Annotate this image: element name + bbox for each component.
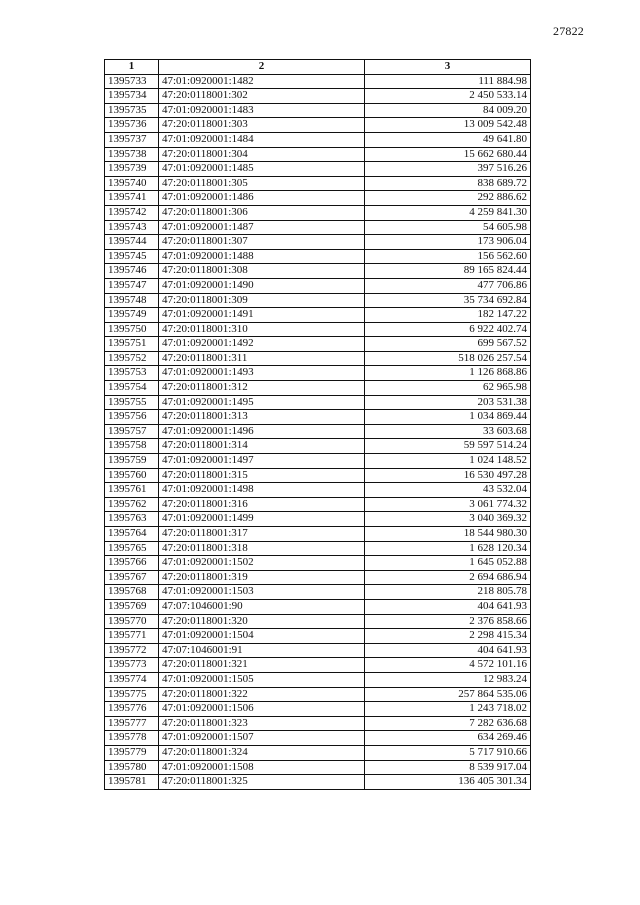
value-cell: 1 024 148.52	[365, 454, 531, 469]
record-id-cell: 1395775	[105, 687, 159, 702]
value-cell: 35 734 692.84	[365, 293, 531, 308]
record-id-cell: 1395752	[105, 351, 159, 366]
table-row	[105, 381, 531, 396]
cadastral-number-cell: 47:01:0920001:1487	[159, 220, 365, 235]
value-cell: 13 009 542.48	[365, 118, 531, 133]
record-id-cell: 1395738	[105, 147, 159, 162]
table-row	[105, 614, 531, 629]
table-row	[105, 278, 531, 293]
cadastral-number-cell: 47:20:0118001:308	[159, 264, 365, 279]
record-id-cell: 1395761	[105, 483, 159, 498]
table-row	[105, 702, 531, 717]
record-id-cell: 1395767	[105, 570, 159, 585]
record-id-cell: 1395745	[105, 249, 159, 264]
column-header-3: 3	[365, 60, 531, 75]
table-row	[105, 585, 531, 600]
record-id-cell: 1395734	[105, 89, 159, 104]
value-cell: 218 805.78	[365, 585, 531, 600]
cadastral-number-cell: 47:01:0920001:1503	[159, 585, 365, 600]
cadastral-number-cell: 47:20:0118001:309	[159, 293, 365, 308]
value-cell: 156 562.60	[365, 249, 531, 264]
table-row	[105, 760, 531, 775]
table-row	[105, 89, 531, 104]
table-row	[105, 775, 531, 790]
table-row	[105, 337, 531, 352]
cadastral-number-cell: 47:20:0118001:302	[159, 89, 365, 104]
table-row	[105, 191, 531, 206]
cadastral-number-cell: 47:20:0118001:312	[159, 381, 365, 396]
cadastral-number-cell: 47:01:0920001:1484	[159, 132, 365, 147]
record-id-cell: 1395748	[105, 293, 159, 308]
value-cell: 404 641.93	[365, 643, 531, 658]
record-id-cell: 1395762	[105, 497, 159, 512]
table-row	[105, 249, 531, 264]
value-cell: 62 965.98	[365, 381, 531, 396]
value-cell: 173 906.04	[365, 235, 531, 250]
cadastral-number-cell: 47:20:0118001:310	[159, 322, 365, 337]
record-id-cell: 1395747	[105, 278, 159, 293]
cadastral-number-cell: 47:01:0920001:1496	[159, 424, 365, 439]
record-id-cell: 1395744	[105, 235, 159, 250]
record-id-cell: 1395763	[105, 512, 159, 527]
value-cell: 2 376 858.66	[365, 614, 531, 629]
record-id-cell: 1395742	[105, 205, 159, 220]
table-row	[105, 483, 531, 498]
record-id-cell: 1395739	[105, 162, 159, 177]
table-row	[105, 468, 531, 483]
table-row	[105, 366, 531, 381]
table-row	[105, 176, 531, 191]
table-row	[105, 264, 531, 279]
record-id-cell: 1395757	[105, 424, 159, 439]
value-cell: 477 706.86	[365, 278, 531, 293]
record-id-cell: 1395759	[105, 454, 159, 469]
table-row	[105, 322, 531, 337]
table-row	[105, 643, 531, 658]
record-id-cell: 1395743	[105, 220, 159, 235]
cadastral-number-cell: 47:01:0920001:1492	[159, 337, 365, 352]
value-cell: 2 298 415.34	[365, 629, 531, 644]
table-row	[105, 395, 531, 410]
record-id-cell: 1395781	[105, 775, 159, 790]
record-id-cell: 1395737	[105, 132, 159, 147]
cadastral-number-cell: 47:01:0920001:1495	[159, 395, 365, 410]
table-row	[105, 103, 531, 118]
cadastral-number-cell: 47:20:0118001:306	[159, 205, 365, 220]
value-cell: 43 532.04	[365, 483, 531, 498]
value-cell: 257 864 535.06	[365, 687, 531, 702]
table-row	[105, 497, 531, 512]
table-row	[105, 629, 531, 644]
value-cell: 84 009.20	[365, 103, 531, 118]
value-cell: 4 259 841.30	[365, 205, 531, 220]
record-id-cell: 1395733	[105, 74, 159, 89]
value-cell: 136 405 301.34	[365, 775, 531, 790]
record-id-cell: 1395770	[105, 614, 159, 629]
cadastral-number-cell: 47:01:0920001:1507	[159, 731, 365, 746]
value-cell: 3 061 774.32	[365, 497, 531, 512]
value-cell: 111 884.98	[365, 74, 531, 89]
value-cell: 634 269.46	[365, 731, 531, 746]
value-cell: 1 126 868.86	[365, 366, 531, 381]
table-row	[105, 570, 531, 585]
table-row	[105, 293, 531, 308]
table-row	[105, 556, 531, 571]
record-id-cell: 1395735	[105, 103, 159, 118]
table-header-row	[105, 60, 531, 75]
column-header-1: 1	[105, 60, 159, 75]
table-row	[105, 731, 531, 746]
table-row	[105, 658, 531, 673]
record-id-cell: 1395772	[105, 643, 159, 658]
cadastral-number-cell: 47:20:0118001:325	[159, 775, 365, 790]
cadastral-number-cell: 47:20:0118001:319	[159, 570, 365, 585]
record-id-cell: 1395755	[105, 395, 159, 410]
table-row	[105, 308, 531, 323]
cadastral-number-cell: 47:01:0920001:1493	[159, 366, 365, 381]
table-row	[105, 410, 531, 425]
value-cell: 54 605.98	[365, 220, 531, 235]
record-id-cell: 1395771	[105, 629, 159, 644]
cadastral-number-cell: 47:01:0920001:1490	[159, 278, 365, 293]
table-row	[105, 439, 531, 454]
table-row	[105, 599, 531, 614]
cadastral-number-cell: 47:01:0920001:1486	[159, 191, 365, 206]
cadastral-number-cell: 47:01:0920001:1497	[159, 454, 365, 469]
record-id-cell: 1395750	[105, 322, 159, 337]
cadastral-number-cell: 47:01:0920001:1505	[159, 672, 365, 687]
cadastral-number-cell: 47:01:0920001:1488	[159, 249, 365, 264]
value-cell: 182 147.22	[365, 308, 531, 323]
record-id-cell: 1395741	[105, 191, 159, 206]
cadastral-number-cell: 47:01:0920001:1491	[159, 308, 365, 323]
cadastral-number-cell: 47:20:0118001:324	[159, 745, 365, 760]
value-cell: 49 641.80	[365, 132, 531, 147]
record-id-cell: 1395753	[105, 366, 159, 381]
value-cell: 1 243 718.02	[365, 702, 531, 717]
cadastral-number-cell: 47:01:0920001:1485	[159, 162, 365, 177]
record-id-cell: 1395756	[105, 410, 159, 425]
cadastral-number-cell: 47:20:0118001:311	[159, 351, 365, 366]
cadastral-number-cell: 47:20:0118001:322	[159, 687, 365, 702]
table-row	[105, 74, 531, 89]
cadastral-number-cell: 47:20:0118001:318	[159, 541, 365, 556]
record-id-cell: 1395779	[105, 745, 159, 760]
cadastral-number-cell: 47:01:0920001:1504	[159, 629, 365, 644]
table-row	[105, 454, 531, 469]
record-id-cell: 1395749	[105, 308, 159, 323]
cadastral-number-cell: 47:20:0118001:321	[159, 658, 365, 673]
value-cell: 1 034 869.44	[365, 410, 531, 425]
table-row	[105, 745, 531, 760]
table-row	[105, 132, 531, 147]
value-cell: 16 530 497.28	[365, 468, 531, 483]
record-id-cell: 1395773	[105, 658, 159, 673]
table-row	[105, 235, 531, 250]
record-id-cell: 1395778	[105, 731, 159, 746]
cadastral-number-cell: 47:07:1046001:90	[159, 599, 365, 614]
table-row	[105, 118, 531, 133]
value-cell: 699 567.52	[365, 337, 531, 352]
record-id-cell: 1395754	[105, 381, 159, 396]
value-cell: 1 645 052.88	[365, 556, 531, 571]
record-id-cell: 1395776	[105, 702, 159, 717]
table-row	[105, 716, 531, 731]
table-row	[105, 527, 531, 542]
value-cell: 15 662 680.44	[365, 147, 531, 162]
cadastral-number-cell: 47:20:0118001:316	[159, 497, 365, 512]
record-id-cell: 1395764	[105, 527, 159, 542]
cadastral-number-cell: 47:20:0118001:315	[159, 468, 365, 483]
value-cell: 397 516.26	[365, 162, 531, 177]
value-cell: 8 539 917.04	[365, 760, 531, 775]
cadastral-number-cell: 47:01:0920001:1502	[159, 556, 365, 571]
cadastral-number-cell: 47:20:0118001:320	[159, 614, 365, 629]
registry-table	[104, 59, 531, 790]
cadastral-number-cell: 47:20:0118001:313	[159, 410, 365, 425]
cadastral-number-cell: 47:01:0920001:1508	[159, 760, 365, 775]
page-number: 27822	[553, 24, 584, 38]
cadastral-number-cell: 47:20:0118001:305	[159, 176, 365, 191]
value-cell: 4 572 101.16	[365, 658, 531, 673]
cadastral-number-cell: 47:20:0118001:304	[159, 147, 365, 162]
record-id-cell: 1395774	[105, 672, 159, 687]
cadastral-number-cell: 47:01:0920001:1498	[159, 483, 365, 498]
cadastral-number-cell: 47:01:0920001:1499	[159, 512, 365, 527]
cadastral-number-cell: 47:01:0920001:1482	[159, 74, 365, 89]
value-cell: 5 717 910.66	[365, 745, 531, 760]
table-row	[105, 512, 531, 527]
record-id-cell: 1395758	[105, 439, 159, 454]
value-cell: 3 040 369.32	[365, 512, 531, 527]
record-id-cell: 1395766	[105, 556, 159, 571]
record-id-cell: 1395740	[105, 176, 159, 191]
table-row	[105, 162, 531, 177]
value-cell: 2 450 533.14	[365, 89, 531, 104]
table-row	[105, 424, 531, 439]
record-id-cell: 1395765	[105, 541, 159, 556]
cadastral-number-cell: 47:20:0118001:314	[159, 439, 365, 454]
record-id-cell: 1395780	[105, 760, 159, 775]
value-cell: 59 597 514.24	[365, 439, 531, 454]
table-row	[105, 147, 531, 162]
record-id-cell: 1395777	[105, 716, 159, 731]
record-id-cell: 1395736	[105, 118, 159, 133]
value-cell: 89 165 824.44	[365, 264, 531, 279]
value-cell: 33 603.68	[365, 424, 531, 439]
record-id-cell: 1395760	[105, 468, 159, 483]
value-cell: 203 531.38	[365, 395, 531, 410]
table-row	[105, 220, 531, 235]
record-id-cell: 1395768	[105, 585, 159, 600]
table-row	[105, 541, 531, 556]
value-cell: 1 628 120.34	[365, 541, 531, 556]
value-cell: 12 983.24	[365, 672, 531, 687]
value-cell: 6 922 402.74	[365, 322, 531, 337]
cadastral-number-cell: 47:20:0118001:317	[159, 527, 365, 542]
value-cell: 518 026 257.54	[365, 351, 531, 366]
record-id-cell: 1395769	[105, 599, 159, 614]
table-row	[105, 205, 531, 220]
cadastral-number-cell: 47:07:1046001:91	[159, 643, 365, 658]
value-cell: 292 886.62	[365, 191, 531, 206]
cadastral-number-cell: 47:20:0118001:323	[159, 716, 365, 731]
column-header-2: 2	[159, 60, 365, 75]
table-row	[105, 672, 531, 687]
record-id-cell: 1395751	[105, 337, 159, 352]
value-cell: 18 544 980.30	[365, 527, 531, 542]
value-cell: 7 282 636.68	[365, 716, 531, 731]
value-cell: 404 641.93	[365, 599, 531, 614]
cadastral-number-cell: 47:01:0920001:1483	[159, 103, 365, 118]
table-row	[105, 687, 531, 702]
table-body	[105, 74, 531, 789]
value-cell: 838 689.72	[365, 176, 531, 191]
cadastral-number-cell: 47:01:0920001:1506	[159, 702, 365, 717]
table-row	[105, 351, 531, 366]
cadastral-number-cell: 47:20:0118001:303	[159, 118, 365, 133]
value-cell: 2 694 686.94	[365, 570, 531, 585]
record-id-cell: 1395746	[105, 264, 159, 279]
cadastral-number-cell: 47:20:0118001:307	[159, 235, 365, 250]
